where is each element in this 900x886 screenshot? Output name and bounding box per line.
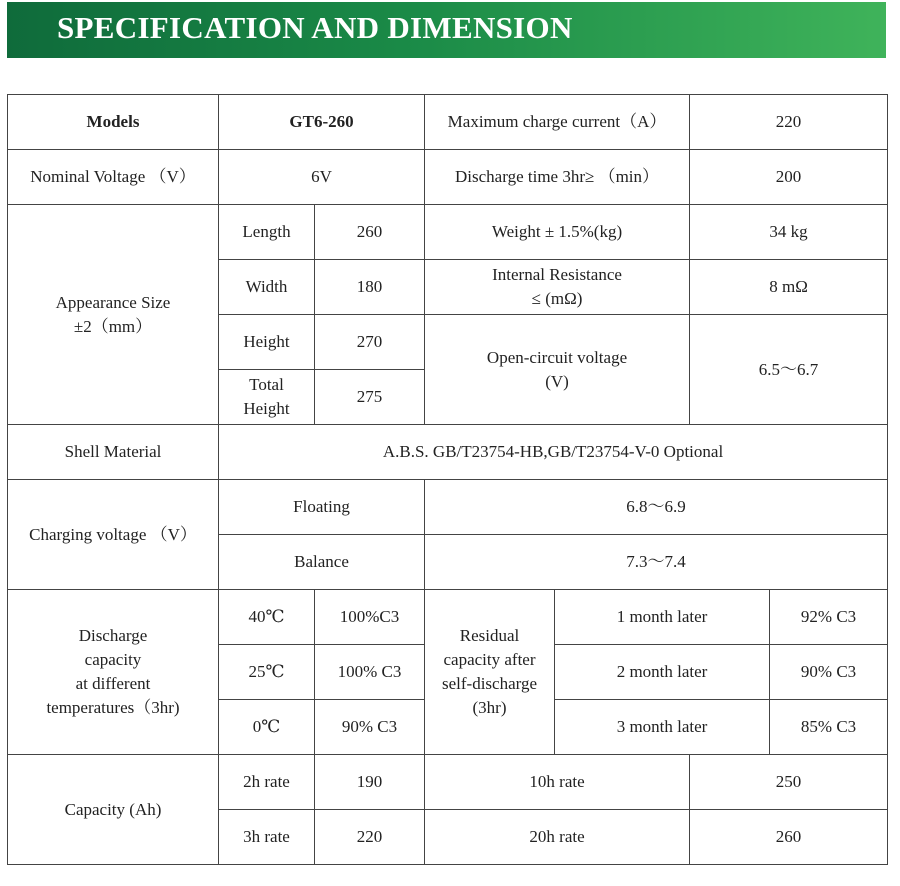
length-label: Length [219,205,315,260]
temperature-capacity: 90% C3 [315,700,425,755]
table-row [8,590,888,645]
internal-resistance-label: Internal Resistance ≤ (mΩ) [425,260,690,315]
shell-material-value: A.B.S. GB/T23754-HB,GB/T23754-V-0 Optional [219,425,888,480]
total-height-value: 275 [315,370,425,425]
capacity-label: Capacity (Ah) [8,755,219,865]
temperature-label: 25℃ [219,645,315,700]
rate-value: 220 [315,810,425,865]
max-charge-current-value: 220 [690,95,888,150]
temperature-capacity: 100%C3 [315,590,425,645]
discharge-time-label: Discharge time 3hr≥ （min） [425,150,690,205]
discharge-time-value: 200 [690,150,888,205]
table-row [8,480,888,535]
table-row [8,205,888,260]
table-row [8,150,888,205]
temperature-capacity: 100% C3 [315,645,425,700]
residual-value: 90% C3 [770,645,888,700]
balance-value: 7.3～7.4 [425,535,888,590]
table-row [8,755,888,810]
height-label: Height [219,315,315,370]
rate-value: 190 [315,755,425,810]
residual-capacity-label: Residual capacity after self-discharge (3hr) [425,590,555,755]
shell-material-label: Shell Material [8,425,219,480]
nominal-voltage-value: 6V [219,150,425,205]
ocv-label: Open-circuit voltage (V) [425,315,690,425]
rate-label: 3h rate [219,810,315,865]
height-value: 270 [315,315,425,370]
rate-value: 250 [690,755,888,810]
residual-value: 85% C3 [770,700,888,755]
length-value: 260 [315,205,425,260]
spec-table [7,94,888,865]
charging-voltage-label: Charging voltage （V） [8,480,219,590]
rate-label: 2h rate [219,755,315,810]
nominal-voltage-label: Nominal Voltage （V） [8,150,219,205]
header-banner [7,2,886,58]
discharge-capacity-label: Discharge capacity at different temperatures（3hr) [8,590,219,755]
residual-period: 2 month later [555,645,770,700]
width-label: Width [219,260,315,315]
total-height-label: Total Height [219,370,315,425]
floating-label: Floating [219,480,425,535]
temperature-label: 40℃ [219,590,315,645]
residual-period: 1 month later [555,590,770,645]
appearance-size-label: Appearance Size ±2（mm） [8,205,219,425]
width-value: 180 [315,260,425,315]
models-label: Models [8,95,219,150]
balance-label: Balance [219,535,425,590]
rate-label: 10h rate [425,755,690,810]
floating-value: 6.8～6.9 [425,480,888,535]
rate-value: 260 [690,810,888,865]
residual-value: 92% C3 [770,590,888,645]
max-charge-current-label: Maximum charge current（A） [425,95,690,150]
weight-value: 34 kg [690,205,888,260]
internal-resistance-value: 8 mΩ [690,260,888,315]
rate-label: 20h rate [425,810,690,865]
page-title: SPECIFICATION AND DIMENSION [57,10,573,45]
temperature-label: 0℃ [219,700,315,755]
weight-label: Weight ± 1.5%(kg) [425,205,690,260]
ocv-value: 6.5～6.7 [690,315,888,425]
model-value: GT6-260 [219,95,425,150]
table-row [8,95,888,150]
residual-period: 3 month later [555,700,770,755]
table-row [8,425,888,480]
